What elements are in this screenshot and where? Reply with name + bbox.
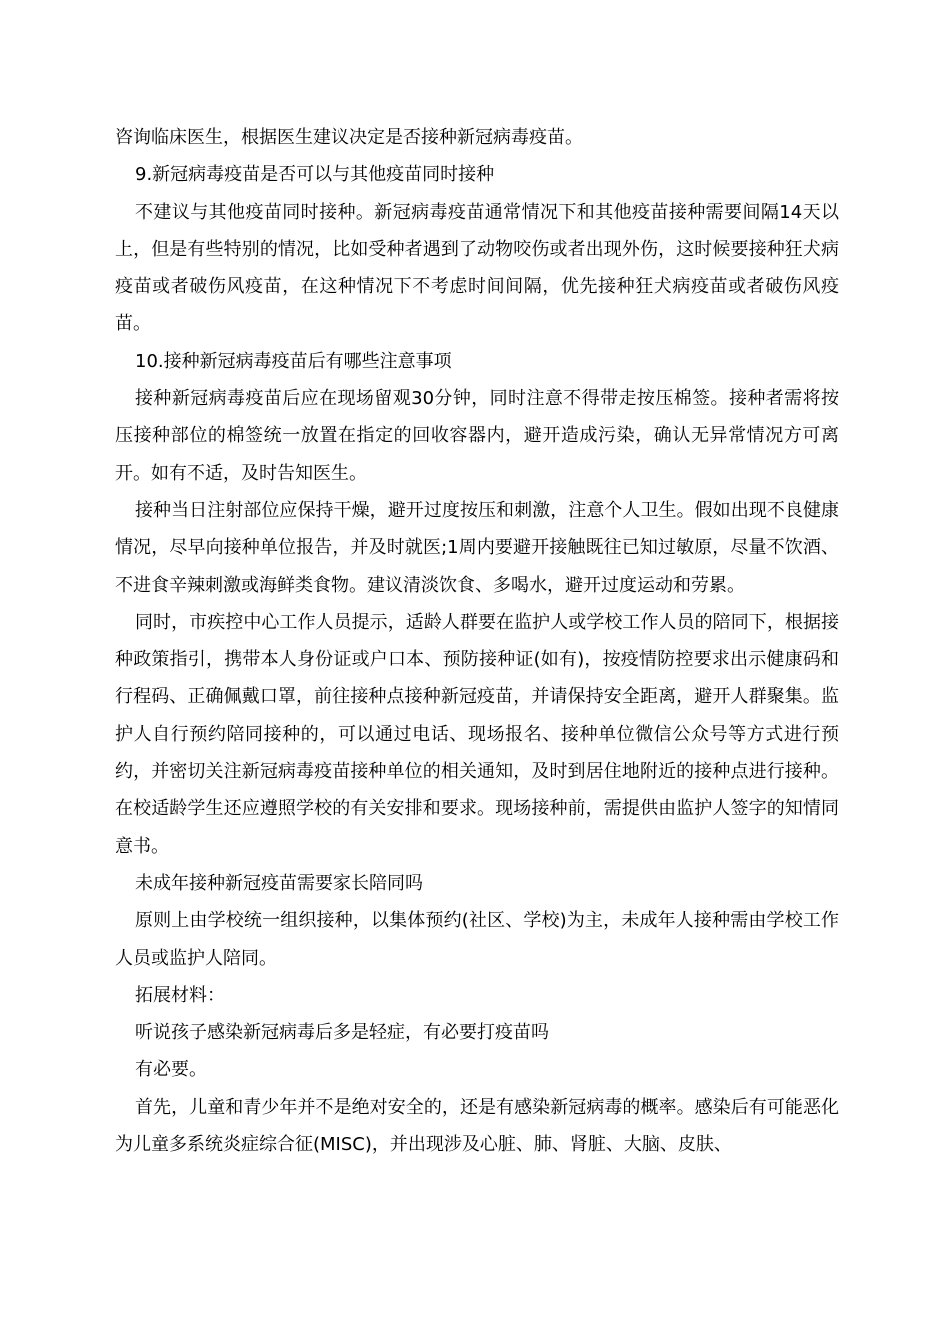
- answer-short: 有必要。: [135, 1059, 207, 1081]
- document-body: [115, 119, 839, 1163]
- paragraph-observation: 接种新冠病毒疫苗后应在现场留观30分钟，同时注意不得带走按压棉签。接种者需将按压接种部位的棉签统一放置在指定的回收容器内，避开造成污染，确认无异常情况方可离开。如有不适，及时告知医生。: [115, 388, 839, 484]
- question-heading-children: 听说孩子感染新冠病毒后多是轻症，有必要打疫苗吗: [135, 1022, 549, 1044]
- paragraph-first-reason: 首先，儿童和青少年并不是绝对安全的，还是有感染新冠病毒的概率。感染后有可能恶化为儿童多系统炎症综合征(MISC)，并出现涉及心脏、肺、肾脏、大脑、皮肤、: [115, 1096, 839, 1156]
- paragraph-cdc-tips: 同时，市疾控中心工作人员提示，适龄人群要在监护人或学校工作人员的陪同下，根据接种政策指引，携带本人身份证或户口本、预防接种证(如有)，按疫情防控要求出示健康码和行程码、正确佩戴口罩，前往接种点接种新冠疫苗，并请保持安全距离，避开人群聚集。监护人自行预约陪同接种的，可以通过电话、现场报名、接种单位微信公众号等方式进行预约，并密切关注新冠病毒疫苗接种单位的相关通知，及时到居住地附近的接种点进行接种。在校适龄学生还应遵照学校的有关安排和要求。现场接种前，需提供由监护人签字的知情同意书。: [115, 611, 839, 857]
- section-heading-10: 10.接种新冠病毒疫苗后有哪些注意事项: [135, 350, 452, 372]
- paragraph-guardian-answer: 原则上由学校统一组织接种，以集体预约(社区、学校)为主，未成年人接种需由学校工作人员或监护人陪同。: [115, 910, 839, 969]
- paragraph-vaccine-interval: 不建议与其他疫苗同时接种。新冠病毒疫苗通常情况下和其他疫苗接种需要间隔14天以上，但是有些特别的情况，比如受种者遇到了动物咬伤或者出现外伤，这时候要接种狂犬病疫苗或者破伤风疫苗，在这种情况下不考虑时间间隔，优先接种狂犬病疫苗或者破伤风疫苗。: [115, 201, 839, 335]
- paragraph-aftercare: 接种当日注射部位应保持干燥，避开过度按压和刺激，注意个人卫生。假如出现不良健康情况，尽早向接种单位报告，并及时就医;1周内要避开接触既往已知过敏原，尽量不饮酒、不进食辛辣刺激或海鲜类食物。建议清淡饮食、多喝水，避开过度运动和劳累。: [115, 499, 839, 596]
- paragraph-continuation: 咨询临床医生，根据医生建议决定是否接种新冠病毒疫苗。: [115, 127, 583, 148]
- section-heading-9: 9.新冠病毒疫苗是否可以与其他疫苗同时接种: [135, 164, 495, 186]
- question-heading-guardian: 未成年接种新冠疫苗需要家长陪同吗: [135, 872, 423, 894]
- extended-material-label: 拓展材料：: [135, 984, 225, 1006]
